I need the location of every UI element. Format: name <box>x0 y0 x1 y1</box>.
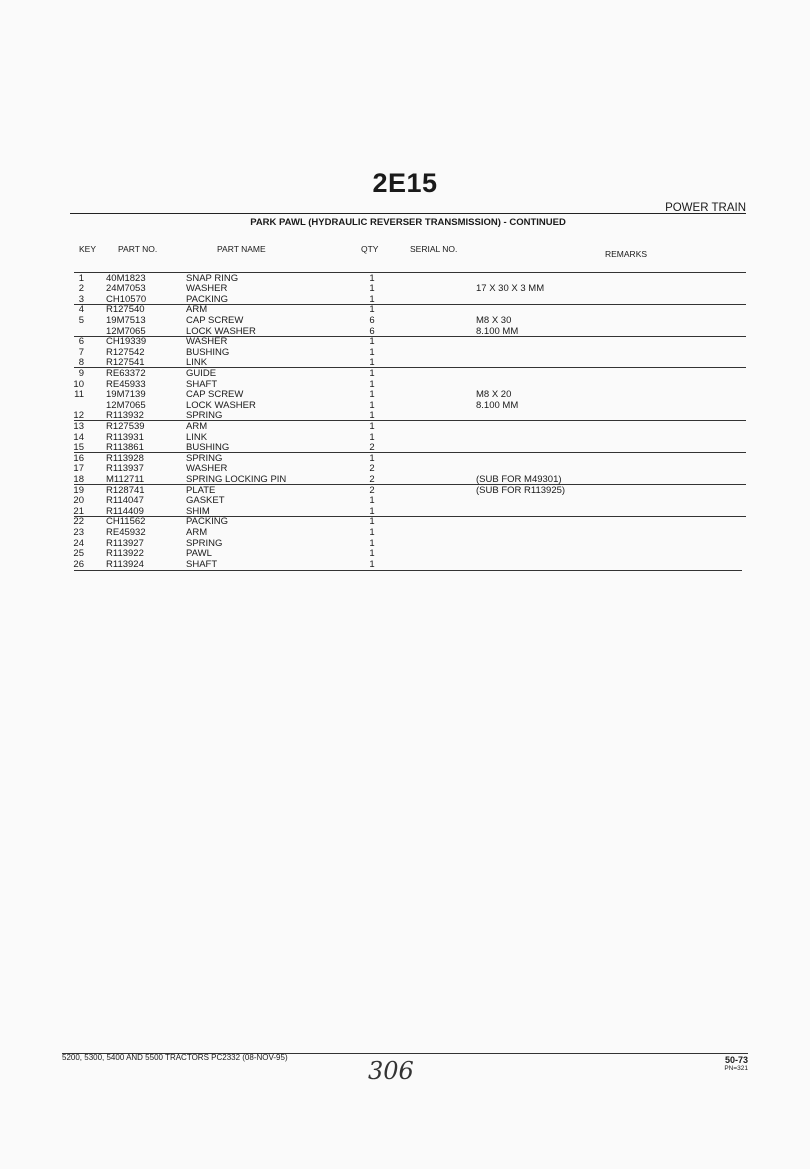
row-part-name: CAP SCREW <box>186 389 244 401</box>
row-qty: 1 <box>369 431 375 443</box>
row-part-no: CH19339 <box>106 336 147 348</box>
row-key: 6 <box>78 336 84 348</box>
row-part-no: R128741 <box>106 484 145 496</box>
row-qty: 1 <box>369 420 375 432</box>
row-qty: 1 <box>369 399 375 411</box>
footer-pn: PN=321 <box>724 1065 748 1072</box>
header-rule <box>70 213 746 214</box>
row-part-no: 12M7065 <box>106 399 146 411</box>
row-part-name: ARM <box>186 526 208 538</box>
row-part-no: 24M7053 <box>106 283 146 295</box>
row-qty: 6 <box>369 325 375 337</box>
group-rule <box>74 452 746 453</box>
row-key: 26 <box>73 558 84 570</box>
row-part-no: R113924 <box>106 558 144 570</box>
row-part-name: LOCK WASHER <box>186 399 256 411</box>
row-key: 9 <box>78 367 84 379</box>
row-key: 24 <box>73 537 84 549</box>
row-part-name: SHIM <box>186 505 210 517</box>
row-qty: 1 <box>369 558 375 570</box>
row-part-name: WASHER <box>186 283 228 295</box>
row-part-no: 12M7065 <box>106 325 146 337</box>
row-key: 14 <box>73 431 84 443</box>
row-part-no: R113931 <box>106 431 144 443</box>
row-qty: 1 <box>369 357 375 369</box>
handwritten-number: 306 <box>368 1057 414 1085</box>
group-rule <box>74 484 746 485</box>
row-part-name: SPRING LOCKING PIN <box>186 473 287 485</box>
group-rule <box>74 420 746 421</box>
group-rule <box>74 304 746 305</box>
row-qty: 2 <box>369 484 375 496</box>
row-remarks: (SUB FOR R113925) <box>476 484 566 496</box>
row-part-name: LOCK WASHER <box>186 325 256 337</box>
row-part-name: CAP SCREW <box>186 314 244 326</box>
subtitle: PARK PAWL (HYDRAULIC REVERSER TRANSMISSION) - CONTINUED <box>250 217 566 228</box>
row-part-name: PLATE <box>186 484 216 496</box>
row-key: 19 <box>73 484 84 496</box>
row-part-name: SHAFT <box>186 378 218 390</box>
row-part-name: WASHER <box>186 463 228 475</box>
table-end-rule <box>74 570 742 571</box>
row-key: 18 <box>73 473 84 485</box>
row-key: 22 <box>73 516 84 528</box>
row-qty: 1 <box>369 378 375 390</box>
row-part-name: BUSHING <box>186 442 230 454</box>
row-qty: 1 <box>369 505 375 517</box>
row-part-name: SHAFT <box>186 558 218 570</box>
row-key: 16 <box>73 452 84 464</box>
row-part-no: R114047 <box>106 495 144 507</box>
header-key: KEY <box>79 244 97 254</box>
row-remarks: 8.100 MM <box>476 325 519 337</box>
row-part-no: R127540 <box>106 304 145 316</box>
row-key: 1 <box>78 272 84 284</box>
row-key: 4 <box>78 304 84 316</box>
row-part-no: R127539 <box>106 420 145 432</box>
row-key: 17 <box>73 463 84 475</box>
row-part-name: LINK <box>186 357 208 369</box>
row-remarks: (SUB FOR M49301) <box>476 473 562 485</box>
row-part-no: R113861 <box>106 442 144 454</box>
row-qty: 1 <box>369 367 375 379</box>
row-key: 10 <box>73 378 84 390</box>
row-part-no: CH11562 <box>106 516 146 528</box>
row-key: 15 <box>73 442 84 454</box>
row-part-no: R127541 <box>106 357 145 369</box>
row-part-no: 40M1823 <box>106 272 146 284</box>
row-part-no: RE45933 <box>106 378 146 390</box>
header-part-name: PART NAME <box>217 244 266 254</box>
row-qty: 2 <box>369 473 375 485</box>
row-qty: 1 <box>369 336 375 348</box>
row-part-name: SPRING <box>186 537 223 549</box>
row-part-no: R113928 <box>106 452 144 464</box>
header-remarks: REMARKS <box>605 249 648 259</box>
row-qty: 2 <box>369 442 375 454</box>
row-qty: 1 <box>369 548 375 560</box>
row-qty: 1 <box>369 452 375 464</box>
row-qty: 6 <box>369 314 375 326</box>
row-part-no: M112711 <box>106 473 145 485</box>
row-part-no: R113927 <box>106 537 144 549</box>
row-part-no: RE45932 <box>106 526 146 538</box>
row-qty: 1 <box>369 495 375 507</box>
row-part-name: SNAP RING <box>186 272 239 284</box>
row-key: 3 <box>78 293 84 305</box>
row-remarks: M8 X 30 <box>476 314 512 326</box>
group-rule <box>74 272 746 273</box>
row-remarks: 8.100 MM <box>476 399 519 411</box>
row-part-name: GUIDE <box>186 367 217 379</box>
row-part-name: ARM <box>186 420 208 432</box>
row-part-no: CH10570 <box>106 293 147 305</box>
group-rule <box>74 336 746 337</box>
footer-models: 5200, 5300, 5400 AND 5500 TRACTORS PC2332 (08-NOV-95) <box>62 1053 288 1062</box>
row-part-name: PAWL <box>186 548 212 560</box>
row-part-no: R113932 <box>106 410 144 422</box>
row-part-name: PACKING <box>186 293 229 305</box>
header-qty: QTY <box>361 244 379 254</box>
row-part-name: GASKET <box>186 495 225 507</box>
row-part-no: R114409 <box>106 505 144 517</box>
row-part-no: R127542 <box>106 346 145 358</box>
row-key: 8 <box>78 357 84 369</box>
row-qty: 1 <box>369 293 375 305</box>
row-part-name: BUSHING <box>186 346 230 358</box>
row-qty: 1 <box>369 283 375 295</box>
row-qty: 1 <box>369 516 375 528</box>
header-serial: SERIAL NO. <box>410 244 458 254</box>
row-part-no: R113922 <box>106 548 144 560</box>
row-part-name: PACKING <box>186 516 229 528</box>
row-qty: 2 <box>369 463 375 475</box>
row-qty: 1 <box>369 537 375 549</box>
footer-page-number: 50-73 <box>724 1055 748 1065</box>
row-qty: 1 <box>369 272 375 284</box>
row-remarks: M8 X 20 <box>476 389 512 401</box>
page-code: 2E15 <box>372 168 438 198</box>
row-part-no: RE63372 <box>106 367 146 379</box>
row-part-name: WASHER <box>186 336 228 348</box>
row-key: 25 <box>73 548 84 560</box>
row-key: 23 <box>73 526 84 538</box>
header-part-no: PART NO. <box>118 244 158 254</box>
row-qty: 1 <box>369 526 375 538</box>
row-part-no: 19M7139 <box>106 389 146 401</box>
row-part-name: SPRING <box>186 452 223 464</box>
row-part-no: R113937 <box>106 463 144 475</box>
row-key: 20 <box>73 495 84 507</box>
row-key: 2 <box>78 283 84 295</box>
row-qty: 1 <box>369 389 375 401</box>
row-key: 21 <box>73 505 84 517</box>
row-key: 11 <box>74 389 84 401</box>
row-key: 7 <box>78 346 84 358</box>
group-rule <box>74 367 746 368</box>
row-part-name: ARM <box>186 304 208 316</box>
row-part-name: SPRING <box>186 410 223 422</box>
row-key: 13 <box>73 420 84 432</box>
row-key: 12 <box>73 410 84 422</box>
row-qty: 1 <box>369 410 375 422</box>
row-remarks: 17 X 30 X 3 MM <box>476 283 545 295</box>
row-qty: 1 <box>369 346 375 358</box>
section-label: POWER TRAIN <box>665 202 746 214</box>
row-part-no: 19M7513 <box>106 314 146 326</box>
group-rule <box>74 516 746 517</box>
row-part-name: LINK <box>186 431 208 443</box>
row-qty: 1 <box>369 304 375 316</box>
row-key: 5 <box>78 314 84 326</box>
